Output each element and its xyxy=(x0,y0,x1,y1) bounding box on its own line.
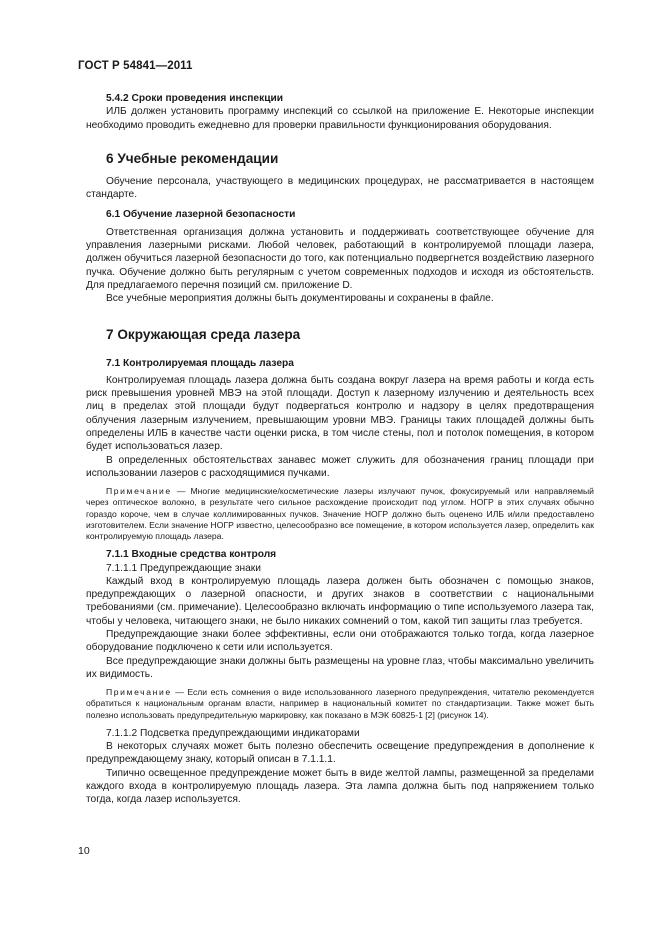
note-1-text: — Многие медицинские/косметические лазеры излучают пучок, фокусируемый или направляемый через оптическое волокно, в результате чего сильное расхождение происходит под углом. НОГР в этих случаях обычно гораздо короче, чем в случае коллимированных пучков. Значение НОГР должно быть оценено ИЛБ и/или предоставлено изготовителем. Если значение НОГР известно, целесообразно все помещение, в котором используется лазер, определить как контролируемую площадь лазера. xyxy=(86,486,594,542)
section-7-1-title: 7.1 Контролируемая площадь лазера xyxy=(106,357,294,369)
note-1 xyxy=(86,486,594,542)
note-2 xyxy=(86,687,594,721)
section-7-1-1-1-paragraph-2: Предупреждающие знаки более эффективны, если они отображаются только тогда, когда лазерное оборудование подключено к сети или используется. xyxy=(86,629,594,654)
section-7-1-1-2-paragraph-1: В некоторых случаях может быть полезно обеспечить освещение предупреждения в дополнение к предупреждающему знаку, который описан в 7.1.1.1. xyxy=(86,741,594,766)
note-2-label: Примечание xyxy=(106,687,172,698)
section-6-1-paragraph-2: Все учебные мероприятия должны быть документированы и сохранены в файле. xyxy=(106,293,494,305)
section-5-4-2-paragraph: ИЛБ должен установить программу инспекций со ссылкой на приложение E. Некоторые инспекции необходимо проводить ежедневно для проверки правильности функционирования оборудования. xyxy=(86,106,594,131)
section-7-1-1-1-paragraph-3: Все предупреждающие знаки должны быть размещены на уровне глаз, чтобы максимально увеличить их видимость. xyxy=(86,655,594,680)
section-7-1-1-2-title: 7.1.1.2 Подсветка предупреждающими индикаторами xyxy=(106,727,360,739)
section-7-1-1-1-title: 7.1.1.1 Предупреждающие знаки xyxy=(106,562,261,574)
section-7-1-1-2-paragraph-2: Типично освещенное предупреждение может быть в виде желтой лампы, размещенной за пределами каждого входа в контролируемую площадь лазера. Эта лампа должна быть под напряжением только тогда, когда лазер используется. xyxy=(86,767,594,806)
section-7-1-1-1-paragraph-1: Каждый вход в контролируемую площадь лазера должен быть обозначен с помощью знаков, предупреждающих о лазерной опасности, и других знаков в соответствии с национальными требованиями (см. примечание). Целесообразно включать информацию о типе используемого лазера так, чтобы у человека, читающего знаки, не было никаких сомнений о том, какой тип защиты глаз требуется. xyxy=(86,575,594,627)
section-7-1-paragraph-1: Контролируемая площадь лазера должна быть создана вокруг лазера на время работы и когда есть риск превышения уровней МВЭ на этой площади. Доступ к лазерному излучению и деятельность всех лиц в пределах этой площади будут подвергаться контролю и надзору в целях предотвращения облучения лазерным излучением, превышающим уровни МВЭ. Границы таких площадей должны быть определены ИЛБ в качестве части оценки риска, в том числе стены, пол и потолок помещения, в котором будет использоваться лазер. xyxy=(86,374,594,453)
section-6-title: 6 Учебные рекомендации xyxy=(106,150,279,166)
note-2-text: — Если есть сомнения о виде использованного лазерного предупреждения, читателю рекомендуется обратиться к национальным органам власти, например в национальный комитет по стандартизации. Также может быть полезно использовать предупредительную маркировку, как показано в МЭК 60825-1 [2] (рисунок 14). xyxy=(86,687,594,720)
section-7-1-1-title: 7.1.1 Входные средства контроля xyxy=(106,549,277,561)
section-6-1-title: 6.1 Обучение лазерной безопасности xyxy=(106,209,296,221)
standard-header: ГОСТ Р 54841—2011 xyxy=(78,60,193,72)
section-7-title: 7 Окружающая среда лазера xyxy=(106,326,301,342)
section-6-1-paragraph-1: Ответственная организация должна установить и поддерживать соответствующее обучение для управления лазерными рисками. Любой человек, работающий в контролируемой площади лазера, должен обучиться лазерной безопасности до того, как потенциально подвергнется воздействию лазерного пучка. Обучение должно быть регулярным с учетом современных подходов и исходя из обстоятельств. Для предлагаемого перечня позиций см. приложение D. xyxy=(86,226,594,291)
page-number: 10 xyxy=(78,845,90,857)
section-6-paragraph: Обучение персонала, участвующего в медицинских процедурах, не рассматривается в настоящем стандарте. xyxy=(86,175,594,201)
note-1-label: Примечание xyxy=(106,486,172,497)
section-5-4-2-title: 5.4.2 Сроки проведения инспекции xyxy=(106,93,283,104)
document-body xyxy=(86,92,594,807)
section-7-1-paragraph-2: В определенных обстоятельствах занавес может служить для обозначения границ площади при использовании лазеров с расходящимися пучками. xyxy=(86,454,594,479)
